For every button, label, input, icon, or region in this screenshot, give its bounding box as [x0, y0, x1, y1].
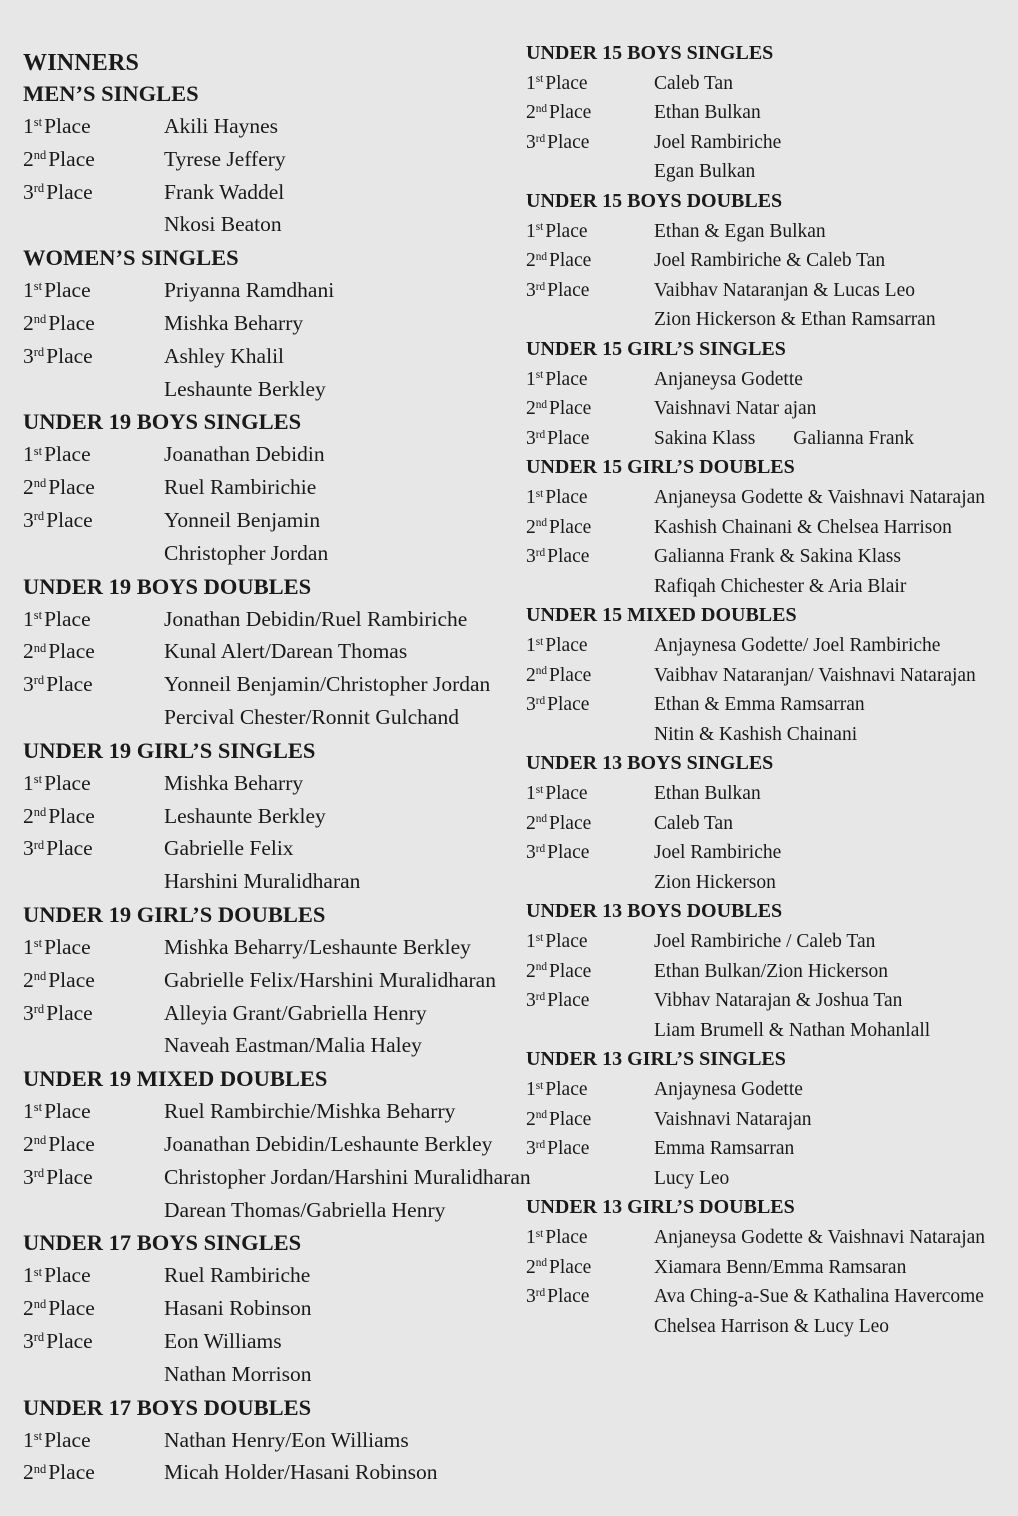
result-row [526, 157, 1006, 187]
place-label: 3rd Place [526, 990, 590, 1012]
place-ordinal-suffix: st [535, 369, 544, 382]
place-label: 2ndPlace [23, 310, 95, 335]
section-heading: UNDER 15 MIXED DOUBLES [526, 604, 797, 627]
result-row [526, 986, 1006, 1016]
section-heading: UNDER 17 BOYS SINGLES [23, 1230, 302, 1256]
place-ordinal-suffix: st [33, 1100, 43, 1115]
winner-names: Ethan Bulkan [654, 782, 761, 804]
place-label: 2nd Place [526, 1256, 592, 1278]
winner-names: Joel Rambiriche / Caleb Tan [654, 930, 876, 952]
place-label: 1stPlace [23, 114, 91, 138]
place-label: 1st Place [526, 1226, 588, 1248]
place-ordinal-suffix: st [535, 73, 544, 86]
result-row [23, 1292, 513, 1325]
place-ordinal-suffix: rd [33, 837, 45, 852]
winner-names: Anjaneysa Godette & Vaishnavi Natarajan [654, 486, 986, 508]
result-row [23, 274, 513, 307]
place-label: 3rd Place [526, 1286, 590, 1308]
winner-names: Darean Thomas/Gabriella Henry [164, 1197, 446, 1222]
winner-names: Ruel Rambiriche [164, 1263, 311, 1288]
place-ordinal-suffix: nd [535, 1109, 548, 1122]
place-ordinal-suffix: rd [33, 344, 45, 359]
winner-names: Rafiqah Chichester & Aria Blair [654, 575, 907, 597]
place-label: 2nd Place [526, 516, 592, 538]
winner-names: Micah Holder/Hasani Robinson [164, 1460, 438, 1485]
result-row [526, 98, 1006, 128]
place-ordinal-suffix: st [33, 607, 43, 622]
place-label: 2nd Place [526, 1108, 592, 1130]
result-row [526, 631, 1006, 661]
place-ordinal-suffix: st [33, 1264, 43, 1279]
winner-names: Joanathan Debidin [164, 442, 325, 467]
winner-names: Nathan Henry/Eon Williams [164, 1427, 409, 1452]
result-row [23, 110, 513, 143]
place-label: 3rd Place [526, 842, 590, 864]
place-ordinal-suffix: nd [535, 517, 548, 530]
result-row [526, 1253, 1006, 1283]
place-label: 3rdPlace [23, 1000, 93, 1025]
winner-names: Vaishnavi Natar ajan [654, 398, 817, 420]
place-ordinal-suffix: st [33, 1428, 43, 1443]
page-title: WINNERS [23, 50, 140, 76]
result-row [23, 208, 513, 241]
result-row [23, 537, 513, 570]
place-label: 1st Place [526, 368, 588, 390]
winner-names: Xiamara Benn/Emma Ramsaran [654, 1256, 907, 1278]
place-label: 1st Place [526, 220, 588, 242]
place-label: 2ndPlace [23, 146, 95, 171]
results-section [23, 241, 513, 405]
winner-names: Joel Rambiriche & Caleb Tan [654, 250, 886, 272]
place-ordinal-suffix: nd [535, 102, 548, 115]
place-label: 3rdPlace [23, 836, 93, 861]
result-row [23, 471, 513, 504]
result-row [23, 1128, 513, 1161]
winner-names: Caleb Tan [654, 72, 733, 94]
place-label: 2nd Place [526, 664, 592, 686]
winner-names: Caleb Tan [654, 812, 733, 834]
winner-names: Anjaneysa Godette & Vaishnavi Natarajan [654, 1226, 986, 1248]
section-heading: MEN’S SINGLES [23, 81, 199, 106]
result-row [23, 1325, 513, 1358]
place-ordinal-suffix: nd [33, 1133, 47, 1148]
place-label: 1stPlace [23, 770, 91, 795]
results-section [526, 453, 1006, 601]
winner-names: Vibhav Natarajan & Joshua Tan [654, 990, 903, 1012]
place-label: 1stPlace [23, 1427, 91, 1452]
results-section [526, 1193, 1006, 1341]
winner-names: Tyrese Jeffery [164, 146, 286, 171]
place-label: 2ndPlace [23, 967, 95, 992]
winner-names: Gabrielle Felix/Harshini Muralidharan [164, 967, 496, 992]
section-heading: UNDER 19 GIRL’S DOUBLES [23, 902, 326, 927]
place-label: 2nd Place [526, 398, 592, 420]
result-row [23, 1358, 513, 1391]
winner-names: Jonathan Debidin/Ruel Rambiriche [164, 606, 468, 631]
place-label: 3rdPlace [23, 343, 93, 368]
result-row [23, 603, 513, 636]
place-ordinal-suffix: rd [33, 509, 45, 524]
winner-names: Ethan Bulkan/Zion Hickerson [654, 960, 888, 982]
place-label: 3rd Place [526, 131, 590, 153]
result-row [526, 1312, 1006, 1342]
result-row [23, 1029, 513, 1062]
place-ordinal-suffix: rd [535, 694, 546, 707]
place-ordinal-suffix: rd [535, 428, 546, 441]
section-heading: UNDER 13 BOYS DOUBLES [526, 900, 783, 923]
winner-names: Vaibhav Nataranjan/ Vaishnavi Natarajan [654, 664, 976, 686]
place-ordinal-suffix: nd [33, 804, 47, 819]
place-label: 1st Place [526, 782, 588, 804]
result-row [23, 931, 513, 964]
winner-names: Joanathan Debidin/Leshaunte Berkley [164, 1131, 493, 1156]
winner-names: Nitin & Kashish Chainani [654, 723, 858, 745]
winner-names: Frank Waddel [164, 179, 285, 204]
result-row [526, 809, 1006, 839]
result-row [526, 838, 1006, 868]
winner-names: Kunal Alert/Darean Thomas [164, 639, 408, 664]
winner-names: Ruel Rambirchie/Mishka Beharry [164, 1099, 456, 1124]
place-label: 3rdPlace [23, 1328, 93, 1353]
result-row [23, 340, 513, 373]
result-row [23, 997, 513, 1030]
results-section [23, 570, 513, 734]
place-label: 2ndPlace [23, 475, 95, 500]
place-label: 1st Place [526, 486, 588, 508]
result-row [23, 143, 513, 176]
place-ordinal-suffix: nd [33, 640, 47, 655]
place-ordinal-suffix: nd [33, 1297, 47, 1312]
winner-names: Harshini Muralidharan [164, 869, 361, 894]
place-ordinal-suffix: st [535, 221, 544, 234]
result-row [23, 832, 513, 865]
place-label: 1st Place [526, 930, 588, 952]
winner-names: Kashish Chainani & Chelsea Harrison [654, 516, 952, 538]
winner-names: Mishka Beharry [164, 310, 304, 335]
result-row [526, 1282, 1006, 1312]
place-ordinal-suffix: st [535, 487, 544, 500]
place-label: 2nd Place [526, 812, 592, 834]
place-ordinal-suffix: nd [33, 968, 47, 983]
results-section [526, 749, 1006, 897]
place-label: 3rdPlace [23, 179, 93, 204]
place-label: 2nd Place [526, 960, 592, 982]
winner-names: Anjaynesa Godette/ Joel Rambiriche [654, 634, 941, 656]
section-heading: UNDER 15 BOYS SINGLES [526, 42, 774, 64]
winner-names: Nkosi Beaton [164, 212, 282, 237]
place-label: 1st Place [526, 634, 588, 656]
place-label: 3rd Place [526, 694, 590, 716]
place-ordinal-suffix: rd [535, 842, 546, 855]
result-row [23, 1424, 513, 1457]
results-section [23, 898, 513, 1062]
winner-names-second: Galianna Frank [793, 427, 915, 449]
winner-names: Ava Ching-a-Sue & Kathalina Havercome [654, 1286, 984, 1308]
winner-names: Percival Chester/Ronnit Gulchand [164, 704, 459, 729]
winner-names: Yonneil Benjamin [164, 507, 321, 532]
place-ordinal-suffix: rd [535, 1286, 546, 1299]
place-ordinal-suffix: nd [33, 1461, 47, 1476]
result-row [23, 635, 513, 668]
winner-names: Nathan Morrison [164, 1361, 312, 1386]
section-heading: UNDER 13 GIRL’S DOUBLES [526, 1196, 795, 1219]
place-label: 2ndPlace [23, 1131, 95, 1156]
place-ordinal-suffix: rd [535, 132, 546, 145]
place-ordinal-suffix: rd [33, 180, 45, 195]
section-heading: WOMEN’S SINGLES [23, 245, 239, 271]
result-row [526, 1164, 1006, 1194]
section-heading: UNDER 13 GIRL’S SINGLES [526, 1048, 786, 1071]
section-heading: UNDER 17 BOYS DOUBLES [23, 1394, 312, 1420]
place-ordinal-suffix: st [33, 115, 43, 130]
winner-names: Joel Rambiriche [654, 131, 782, 153]
winner-names: Gabrielle Felix [164, 836, 294, 861]
place-label: 3rdPlace [23, 1164, 93, 1189]
result-row [23, 767, 513, 800]
place-ordinal-suffix: nd [33, 312, 47, 327]
place-ordinal-suffix: rd [33, 1001, 45, 1016]
winner-names: Ashley Khalil [164, 343, 285, 368]
winner-names: Mishka Beharry/Leshaunte Berkley [164, 935, 471, 959]
result-row [526, 69, 1006, 99]
result-row [526, 217, 1006, 247]
winner-names: Emma Ramsarran [654, 1138, 795, 1160]
section-heading: UNDER 19 BOYS DOUBLES [23, 573, 312, 599]
winner-names: Leshaunte Berkley [164, 376, 326, 401]
result-row [526, 513, 1006, 543]
result-row [526, 483, 1006, 513]
result-row [526, 927, 1006, 957]
place-label: 1stPlace [23, 1099, 91, 1124]
winner-names: Galianna Frank & Sakina Klass [654, 546, 901, 568]
result-row [526, 276, 1006, 306]
result-row [526, 1134, 1006, 1164]
place-label: 1stPlace [23, 278, 91, 303]
result-row [23, 307, 513, 340]
winner-names: Chelsea Harrison & Lucy Leo [654, 1315, 890, 1337]
results-section [526, 1045, 1006, 1193]
result-row [23, 373, 513, 406]
results-section [23, 1226, 513, 1390]
result-row [526, 957, 1006, 987]
results-section [526, 601, 1006, 749]
place-label: 1stPlace [23, 606, 91, 631]
place-ordinal-suffix: nd [535, 1257, 548, 1270]
winner-names: Zion Hickerson & Ethan Ramsarran [654, 309, 936, 331]
place-ordinal-suffix: rd [535, 546, 546, 559]
winner-names: Zion Hickerson [654, 871, 776, 893]
place-ordinal-suffix: nd [535, 250, 548, 263]
result-row [526, 365, 1006, 395]
result-row [23, 176, 513, 209]
place-ordinal-suffix: st [535, 931, 544, 944]
winner-names: Priyanna Ramdhani [164, 278, 335, 303]
results-section [23, 405, 513, 569]
winner-names: Akili Haynes [164, 114, 279, 138]
results-section [526, 897, 1006, 1045]
place-ordinal-suffix: rd [33, 1165, 45, 1180]
result-row [526, 779, 1006, 809]
winner-names: Christopher Jordan/Harshini Muralidharan [164, 1164, 531, 1189]
results-section [23, 734, 513, 898]
place-label: 2nd Place [526, 250, 592, 272]
place-ordinal-suffix: st [535, 783, 544, 796]
result-row [23, 800, 513, 833]
results-section [23, 1391, 513, 1490]
section-heading: UNDER 15 GIRL’S SINGLES [526, 338, 786, 360]
section-heading: UNDER 15 GIRL’S DOUBLES [526, 456, 795, 479]
place-ordinal-suffix: st [33, 279, 43, 294]
place-ordinal-suffix: st [33, 936, 43, 951]
result-row [526, 394, 1006, 424]
place-label: 1stPlace [23, 935, 91, 959]
place-label: 1stPlace [23, 442, 91, 467]
result-row [23, 865, 513, 898]
winner-names: Hasani Robinson [164, 1296, 312, 1321]
result-row [23, 504, 513, 537]
result-row [23, 964, 513, 997]
winner-names: Liam Brumell & Nathan Mohanlall [654, 1019, 931, 1041]
result-row [23, 1456, 513, 1489]
result-row [526, 424, 1006, 454]
result-row [23, 1161, 531, 1194]
result-row [526, 128, 1006, 158]
result-row [526, 246, 1006, 276]
place-label: 1stPlace [23, 1263, 91, 1288]
winner-names: Joel Rambiriche [654, 842, 782, 864]
result-row [23, 1259, 513, 1292]
result-row [526, 572, 1006, 602]
result-row [526, 542, 1006, 572]
place-ordinal-suffix: nd [535, 665, 548, 678]
winner-names: Ethan & Egan Bulkan [654, 220, 826, 242]
winner-names: Sakina Klass Galianna Frank [654, 427, 915, 449]
winner-names: Egan Bulkan [654, 161, 756, 183]
place-ordinal-suffix: rd [33, 1330, 45, 1345]
result-row [23, 701, 513, 734]
winner-names: Lucy Leo [654, 1167, 730, 1189]
result-row [526, 661, 1006, 691]
place-ordinal-suffix: st [33, 771, 43, 786]
winner-names: Naveah Eastman/Malia Haley [164, 1033, 422, 1058]
place-label: 3rd Place [526, 279, 590, 301]
winner-names: Ethan & Emma Ramsarran [654, 694, 865, 716]
place-ordinal-suffix: st [535, 635, 544, 648]
place-ordinal-suffix: st [535, 1227, 544, 1240]
winner-names: Alleyia Grant/Gabriella Henry [164, 1000, 427, 1025]
winner-names: Vaibhav Nataranjan & Lucas Leo [654, 279, 915, 301]
place-ordinal-suffix: rd [535, 280, 546, 293]
winner-names: Anjaynesa Godette [654, 1078, 803, 1100]
place-label: 1st Place [526, 1078, 588, 1100]
place-ordinal-suffix: nd [33, 476, 47, 491]
result-row [23, 438, 513, 471]
result-row [526, 1223, 1006, 1253]
winner-names: Eon Williams [164, 1328, 282, 1353]
results-section [23, 1062, 531, 1226]
results-section [526, 39, 1006, 187]
place-label: 1st Place [526, 72, 588, 94]
place-label: 3rd Place [526, 1138, 590, 1160]
section-heading: UNDER 19 BOYS SINGLES [23, 409, 302, 435]
result-row [526, 1105, 1006, 1135]
place-label: 2ndPlace [23, 639, 95, 664]
place-ordinal-suffix: nd [535, 961, 548, 974]
section-heading: UNDER 19 GIRL’S SINGLES [23, 737, 316, 763]
result-row [23, 668, 513, 701]
winner-names: Mishka Beharry [164, 770, 304, 795]
place-label: 3rdPlace [23, 672, 93, 697]
results-section [526, 187, 1006, 335]
place-label: 3rdPlace [23, 507, 93, 532]
place-label: 2nd Place [526, 102, 592, 124]
result-row [23, 1194, 513, 1227]
place-ordinal-suffix: rd [535, 1138, 546, 1151]
result-row [526, 1075, 1006, 1105]
section-heading: UNDER 19 MIXED DOUBLES [23, 1066, 328, 1092]
results-section [23, 77, 513, 241]
place-label: 3rd Place [526, 427, 590, 449]
winner-names: Vaishnavi Natarajan [654, 1108, 812, 1130]
winner-names: Yonneil Benjamin/Christopher Jordan [164, 672, 491, 697]
section-heading: UNDER 15 BOYS DOUBLES [526, 190, 783, 212]
place-ordinal-suffix: st [33, 443, 43, 458]
results-section [526, 335, 1006, 453]
result-row [526, 720, 1006, 750]
section-heading: UNDER 13 BOYS SINGLES [526, 752, 774, 775]
result-row [526, 868, 1006, 898]
place-label: 2ndPlace [23, 1460, 95, 1485]
result-row [526, 690, 1006, 720]
place-label: 2ndPlace [23, 1296, 95, 1321]
place-ordinal-suffix: rd [33, 673, 45, 688]
place-ordinal-suffix: nd [535, 813, 548, 826]
result-row [526, 305, 1006, 335]
result-row [526, 1016, 1006, 1046]
winner-names: Ethan Bulkan [654, 102, 761, 124]
place-ordinal-suffix: nd [33, 147, 47, 162]
place-ordinal-suffix: st [535, 1079, 544, 1092]
place-label: 2ndPlace [23, 803, 95, 828]
winner-names: Leshaunte Berkley [164, 803, 326, 828]
winner-names: Anjaneysa Godette [654, 368, 803, 390]
winner-names: Ruel Rambirichie [164, 475, 317, 500]
place-ordinal-suffix: nd [535, 398, 548, 411]
result-row [23, 1095, 513, 1128]
place-label: 3rd Place [526, 546, 590, 568]
winner-names: Christopher Jordan [164, 540, 329, 565]
place-ordinal-suffix: rd [535, 990, 546, 1003]
